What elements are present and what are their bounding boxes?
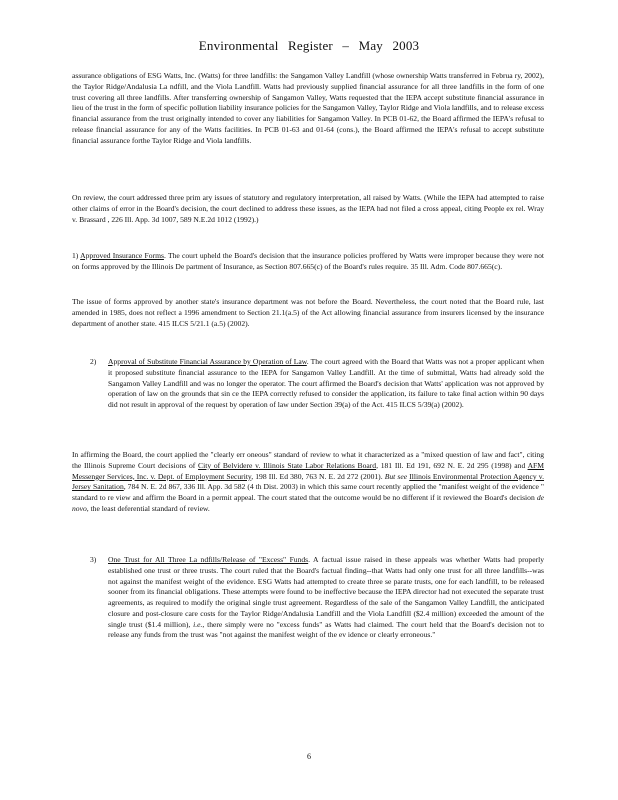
paragraph-intro: assurance obligations of ESG Watts, Inc. (Watts) for three landfills: the Sangamon Valley Landfill (whose ownership Watts transferred in Februa ry, 2002), the Taylor Ridge/Andalusia La ndfill, and the Viola Landfill. Watts had previously supplied financial assurance for all three landfills in the form of one trust covering all three landfills. After transferring ownership of Sangamon Valley, Watts requested that the IEPA accept substitute financial assurance in lieu of the trust in the form of specific pollution liability insurance policies for the Sangamon Valley, Taylor Ridge and Viola landfills, and to release excess financial assurance from the trust originally intended to cover any liabilities for Sangamon Valley. In PCB 01-62, the Board affirmed the IEPA's refusal to release financial assurance for any of the Watts facilities. In PCB 01-63 and 01-64 (cons.), the Board affirmed the IEPA's refusal to accept substitute financial assurance forthe Taylor Ridge and Viola landfills. bbox=[72, 71, 544, 145]
paragraph-operation-of-law bbox=[108, 357, 544, 411]
term-ie: i.e. bbox=[193, 619, 203, 629]
paragraph-review: On review, the court addressed three prim ary issues of statutory and regulatory interpretation, all raised by Watts. (While the IEPA had attempted to raise other claims of error in the Board's decision, the court declined to address these issues, as the IEPA had not filed a cross appeal, citing People ex rel. Wray v. Brassard , 226 Ill. App. 3d 1007, 589 N.E.2d 1012 (1992).) bbox=[72, 193, 544, 224]
paragraph-body: . A factual issue raised in these appeals was whether Watts had properly established one trust or three trusts. The court ruled that the Board's factual finding--that Watts had only one trust for all three landfills--was not against the manifest weight of the evidence. ESG Watts had attempted to create three se parate trusts, one for each landfill, to be released sooner from its financial obligations. These attempts were found to be ineffective because the IEPA director had not executed the separate trust agreements, as required to modify the original single trust agreement. Regardless of the sale of the Sangamon Valley Landfill, the anticipated closure and post-closure care costs for the Taylor Ridge/Andalusia Landfill and the Viola Landfill ($2.4 million) exceeded the amount of the single trust ($1.4 million), bbox=[108, 555, 544, 629]
case-citation: AFM Messenger Services, Inc. v. Dept. of Employment Security bbox=[72, 460, 545, 481]
page-number: 6 bbox=[307, 752, 311, 761]
section-heading: Approval of Substitute Financial Assurance by Operation of Law bbox=[108, 357, 307, 366]
paragraph-approved-forms bbox=[72, 251, 544, 273]
section-heading: Approved Insurance Forms bbox=[80, 251, 164, 260]
paragraph-body-end: , there simply were no "excess funds" as Watts had claimed. The court held that the Board's decision not to release any funds from the trust was "not against the manifest weight of the ev idence or clearly erroneous." bbox=[108, 619, 545, 640]
case-citation: Illinois Environmental Protection Agency v. Jersey Sanitation bbox=[72, 471, 545, 492]
term-de-novo: de novo bbox=[72, 493, 544, 513]
text-run: , 198 Ill. Ed 380, 763 N. E. 2d 272 (2001). bbox=[251, 471, 385, 481]
text-run: , 181 Ill. Ed 191, 692 N. E. 2d 295 (1998) and bbox=[376, 460, 528, 470]
paragraph-body: . The court agreed with the Board that Watts was not a proper applicant when it proposed substitute financial assurance to the IEPA for Sangamon Valley Landfill. At the time of submittal, Watts had already sold the Sangamon Valley Landfill and was no longer the operator. The court affirmed the Board's decision that Watts' application was not approved by operation of law on the grounds that sin ce the IEPA correctly refused to consider the application, its failure to take final action within 90 days did not result in approval of the request by operation of law under Section 39(a) of the Act. 415 ILCS 5/39(a) (2002). bbox=[108, 357, 545, 409]
signal-but-see: But see bbox=[384, 471, 408, 481]
paragraph-body: . The court upheld the Board's decision that the insurance policies proffered by Watts were improper because they were not on forms approved by the Illinois De partment of Insurance, as Section 807.665(c) of the Board's rules require. 35 Ill. Adm. Code 807.665(c). bbox=[72, 251, 545, 271]
section-heading: One Trust for All Three La ndfills/Release of "Excess" Funds bbox=[108, 555, 309, 564]
case-citation: City of Belvidere v. Illinois State Labor Relations Board bbox=[198, 460, 377, 470]
paragraph-standard-of-review bbox=[72, 450, 544, 515]
text-run: In affirming the Board, the court applied the "clearly err oneous" standard of review to what it characterized as a "mixed question of law and fact", citing the Illinois Supreme Court decisions of bbox=[72, 450, 544, 470]
paragraph-forms-issue: The issue of forms approved by another state's insurance department was not before the Board. Nevertheless, the court noted that the Board rule, last amended in 1985, does not reflect a 1996 amendment to Section 21.1(a.5) of the Act allowing financial assurance from insurers licensed by the insurance department of another state. 415 ILCS 5/21.1 (a.5) (2002). bbox=[72, 297, 544, 328]
item-number: 2) bbox=[90, 357, 97, 366]
paragraph-one-trust bbox=[108, 555, 544, 641]
text-run: , the least deferential standard of review. bbox=[86, 503, 210, 513]
text-run: , 784 N. E. 2d 867, 336 Ill. App. 3d 582 (4 th Dist. 2003) in which this same court recently applied the "manifest weight of the evidence " standard to re view and affirm the Board in a permit appeal. The court stated that the outcome would be no different if it reviewed the Board's decision bbox=[72, 482, 545, 502]
item-number: 3) bbox=[90, 555, 97, 564]
item-number: 1) bbox=[72, 251, 79, 260]
running-header: Environmental Register – May 2003 bbox=[198, 38, 420, 53]
